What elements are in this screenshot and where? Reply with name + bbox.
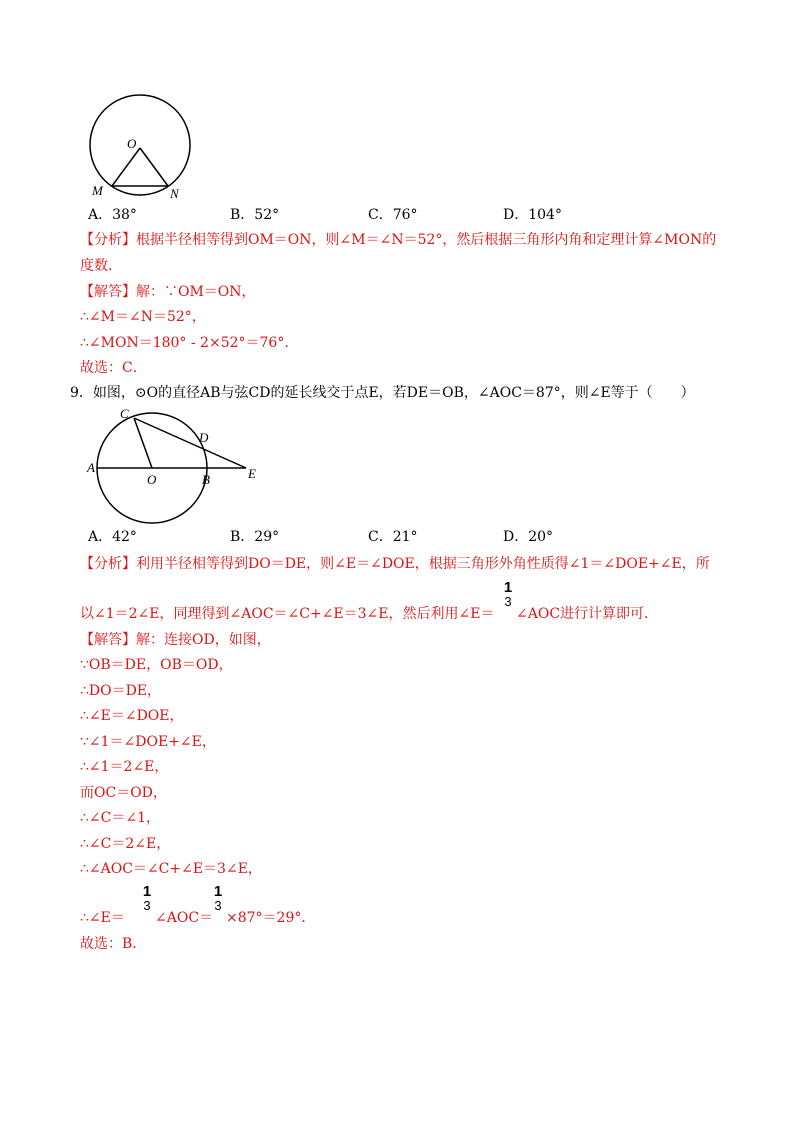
q9-step-4: ∵∠1＝∠DOE+∠E， [80,734,216,750]
q9-final-fraction-2 [212,885,224,913]
q9-step-5: ∴∠1＝2∠E， [80,759,169,775]
q8-analysis-line2: 度数． [80,258,122,274]
q8-label-o: O [127,136,137,151]
q8-option-c: C．76° [368,207,418,223]
q9-step-7: ∴∠C＝∠1， [80,810,160,826]
q9-option-d: D．20° [503,529,554,545]
q9-option-c: C．21° [368,529,418,545]
q9-answer: 故选：B． [80,936,147,952]
q9-step-1: ∵OB＝DE，OB＝OD， [80,657,233,673]
q8-option-b: B．52° [230,207,280,223]
q9-analysis-line2a: 以∠1＝2∠E，同理得到∠AOC＝∠C+∠E＝3∠E，然后利用∠E＝ [80,606,495,622]
fraction-denominator: 3 [143,898,151,913]
q9-analysis-fraction [502,581,514,609]
q8-solution-line3: ∴∠MON＝180° - 2×52°＝76°． [80,335,299,351]
q9-label-d: D [199,430,209,445]
fraction-denominator: 3 [504,594,512,609]
q9-option-b: B．29° [230,529,280,545]
q9-final-fraction-1 [141,885,153,913]
q9-analysis-line1: 【分析】利用半径相等得到DO＝DE，则∠E＝∠DOE，根据三角形外角性质得∠1＝∠DOE+∠E，所 [80,556,710,572]
q9-step-2: ∴DO＝DE， [80,683,162,699]
q9-final-b: ∠AOC＝ [155,910,214,926]
q8-answer: 故选：C． [80,360,147,376]
q9-label-o: O [147,472,157,487]
q9-final-c: ×87°＝29°． [226,910,316,926]
q8-analysis-line1: 【分析】根据半径相等得到OM＝ON，则∠M＝∠N＝52°，然后根据三角形内角和定理计算∠MON的 [80,232,717,248]
q9-step-9: ∴∠AOC＝∠C+∠E＝3∠E， [80,861,262,877]
fraction-denominator: 3 [214,898,222,913]
q8-solution-line2: ∴∠M＝∠N＝52°， [80,309,206,325]
q8-circle-figure [86,92,196,202]
q8-option-d: D．104° [503,207,562,223]
q8-label-m: M [92,183,103,198]
q9-step-0: 【解答】解：连接OD，如图， [80,632,271,648]
q9-final-a: ∴∠E＝ [80,910,125,926]
fraction-numerator: 1 [503,579,513,596]
q9-label-b: B [202,472,210,487]
q9-step-6: 而OC＝OD， [80,785,167,801]
fraction-numerator: 1 [213,883,223,900]
q8-label-n: N [170,186,179,201]
q8-solution-line1: 【解答】解：∵OM＝ON， [80,284,256,300]
q9-step-3: ∴∠E＝∠DOE， [80,708,184,724]
q9-step-8: ∴∠C＝2∠E， [80,836,171,852]
q9-question: 9．如图，⊙O的直径AB与弦CD的延长线交于点E，若DE＝OB，∠AOC＝87°，则∠E等于（ ） [70,385,695,401]
q9-label-a: A [87,460,95,475]
q9-label-c: C [120,406,129,421]
fraction-numerator: 1 [142,883,152,900]
q9-label-e: E [248,466,256,481]
q9-circle-figure [86,404,266,526]
q8-option-a: A．38° [88,207,137,223]
q9-analysis-line2b: ∠AOC进行计算即可． [516,606,659,622]
q9-option-a: A．42° [88,529,137,545]
